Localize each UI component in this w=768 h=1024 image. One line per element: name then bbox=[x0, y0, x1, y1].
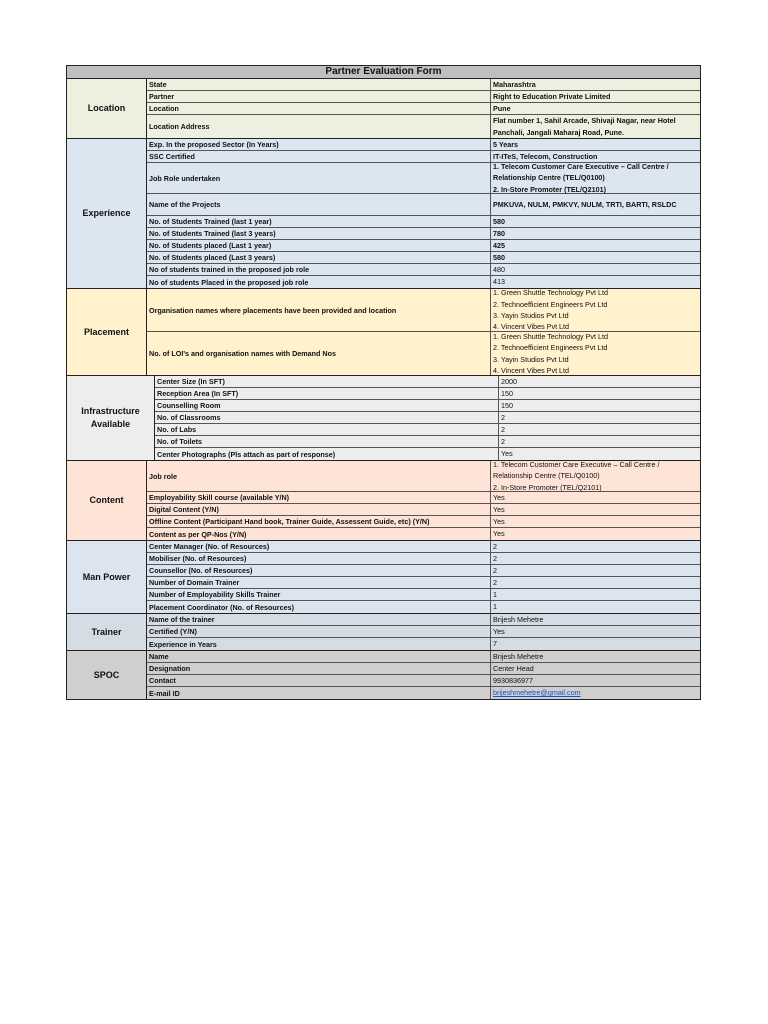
value-line: 580 bbox=[493, 216, 505, 226]
field-value bbox=[491, 638, 700, 650]
field-value bbox=[491, 332, 700, 375]
field-label: Name of the trainer bbox=[147, 614, 491, 625]
value-line: 9930836977 bbox=[493, 675, 533, 685]
value-line: 2000 bbox=[501, 376, 517, 386]
field-value bbox=[491, 115, 700, 138]
form-row bbox=[147, 240, 700, 252]
field-label: Mobiliser (No. of Resources) bbox=[147, 553, 491, 564]
field-label: No. of Labs bbox=[155, 424, 499, 435]
form-row bbox=[147, 504, 700, 516]
section-experience bbox=[67, 139, 700, 289]
value-line: 2 bbox=[493, 553, 497, 563]
field-value bbox=[491, 541, 700, 552]
field-value bbox=[491, 163, 700, 193]
field-label: Organisation names where placements have been provided and location bbox=[147, 289, 491, 331]
value-line: Relationship Centre (TEL/Q0100) bbox=[493, 173, 605, 183]
section-heading: SPOC bbox=[67, 651, 147, 699]
form-row bbox=[147, 115, 700, 138]
field-value bbox=[499, 412, 700, 423]
value-line: 2 bbox=[501, 412, 505, 422]
field-label: Name of the Projects bbox=[147, 194, 491, 215]
value-line: Flat number 1, Sahil Arcade, Shivaji Nagar, near Hotel bbox=[493, 116, 676, 126]
value-line: IT-ITeS, Telecom, Construction bbox=[493, 151, 598, 161]
field-value bbox=[491, 626, 700, 637]
field-value bbox=[491, 91, 700, 102]
form-row bbox=[147, 614, 700, 626]
field-value bbox=[491, 289, 700, 331]
field-value bbox=[491, 194, 700, 215]
field-value bbox=[491, 504, 700, 515]
section-heading: Experience bbox=[67, 139, 147, 288]
field-value bbox=[491, 228, 700, 239]
section-trainer bbox=[67, 614, 700, 651]
form-row bbox=[147, 332, 700, 375]
form-row bbox=[155, 400, 700, 412]
value-line: 2. In-Store Promoter (TEL/Q2101) bbox=[493, 184, 607, 194]
value-line: 2. Technoefficient Engineers Pvt Ltd bbox=[493, 343, 608, 353]
field-value bbox=[491, 565, 700, 576]
form-row bbox=[147, 492, 700, 504]
field-label: No. of Students Trained (last 3 years) bbox=[147, 228, 491, 239]
field-value bbox=[491, 663, 700, 674]
field-value bbox=[499, 388, 700, 399]
field-value bbox=[499, 400, 700, 411]
value-line: 3. Yayin Studios Pvt Ltd bbox=[493, 311, 569, 320]
form-row bbox=[147, 91, 700, 103]
form-row bbox=[147, 651, 700, 663]
form-row bbox=[147, 687, 700, 699]
section-heading: Placement bbox=[67, 289, 147, 375]
field-label: Location bbox=[147, 103, 491, 114]
value-line: Yes bbox=[493, 626, 505, 636]
value-line: 1. Telecom Customer Care Executive – Call Centre / bbox=[493, 162, 669, 172]
field-value bbox=[491, 461, 700, 491]
section-heading: Man Power bbox=[67, 541, 147, 613]
section-heading: Content bbox=[67, 461, 147, 540]
form-row bbox=[155, 436, 700, 448]
field-value bbox=[499, 436, 700, 447]
form-title: Partner Evaluation Form bbox=[67, 66, 700, 79]
field-value bbox=[491, 264, 700, 275]
field-label: Offline Content (Participant Hand book, Trainer Guide, Assessent Guide, etc) (Y/N) bbox=[147, 516, 491, 527]
field-value bbox=[491, 577, 700, 588]
value-line: 2 bbox=[493, 565, 497, 575]
value-line: 2 bbox=[493, 577, 497, 587]
field-label: No. of Toilets bbox=[155, 436, 499, 447]
form-row bbox=[147, 461, 700, 492]
value-line: 780 bbox=[493, 228, 505, 238]
value-line: 2 bbox=[493, 541, 497, 551]
field-value bbox=[491, 276, 700, 288]
field-label: Number of Domain Trainer bbox=[147, 577, 491, 588]
field-label: Center Photographs (Pls attach as part of response) bbox=[155, 448, 499, 460]
form-row bbox=[147, 663, 700, 675]
form-row bbox=[147, 541, 700, 553]
field-value bbox=[491, 252, 700, 263]
field-value bbox=[491, 687, 700, 699]
form-row bbox=[155, 388, 700, 400]
field-label: SSC Certified bbox=[147, 151, 491, 162]
value-line: 5 Years bbox=[493, 139, 519, 149]
form-row bbox=[147, 264, 700, 276]
form-row bbox=[147, 289, 700, 332]
field-value bbox=[491, 589, 700, 600]
field-value bbox=[491, 516, 700, 527]
field-value bbox=[491, 240, 700, 251]
value-line: 150 bbox=[501, 400, 513, 410]
field-label: Digital Content (Y/N) bbox=[147, 504, 491, 515]
form-row bbox=[147, 638, 700, 650]
field-value bbox=[491, 492, 700, 503]
form-row bbox=[147, 577, 700, 589]
field-value bbox=[491, 553, 700, 564]
field-value bbox=[491, 103, 700, 114]
field-label: Experience in Years bbox=[147, 638, 491, 650]
value-line: 2 bbox=[501, 436, 505, 446]
section-heading: Location bbox=[67, 79, 147, 138]
field-value bbox=[491, 216, 700, 227]
field-label: Job Role undertaken bbox=[147, 163, 491, 193]
field-label: Counsellor (No. of Resources) bbox=[147, 565, 491, 576]
value-line: 1 bbox=[493, 589, 497, 599]
form-row bbox=[147, 276, 700, 288]
field-label: Location Address bbox=[147, 115, 491, 138]
value-line: 413 bbox=[493, 277, 505, 287]
value-line: Relationship Centre (TEL/Q0100) bbox=[493, 471, 600, 481]
value-line: 2 bbox=[501, 424, 505, 434]
value-line: PMKUVA, NULM, PMKVY, NULM, TRTI, BARTI, RSLDC bbox=[493, 199, 677, 209]
field-label: Employability Skill course (available Y/N) bbox=[147, 492, 491, 503]
field-value bbox=[491, 601, 700, 613]
field-value bbox=[491, 528, 700, 540]
section-placement bbox=[67, 289, 700, 376]
section-heading: Trainer bbox=[67, 614, 147, 650]
value-line: Maharashtra bbox=[493, 79, 536, 89]
field-label: Content as per QP-Nos (Y/N) bbox=[147, 528, 491, 540]
value-line: 480 bbox=[493, 264, 505, 274]
field-value bbox=[491, 79, 700, 90]
field-label: No of students trained in the proposed job role bbox=[147, 264, 491, 275]
value-line: 4. Vincent Vibes Pvt Ltd bbox=[493, 365, 570, 375]
field-label: Job role bbox=[147, 461, 491, 491]
field-label: Designation bbox=[147, 663, 491, 674]
form-row bbox=[147, 589, 700, 601]
form-row bbox=[147, 163, 700, 194]
value-line: 2. In-Store Promoter (TEL/Q2101) bbox=[493, 482, 602, 492]
value-line: Yes bbox=[493, 504, 505, 514]
field-label: No. of Students Trained (last 1 year) bbox=[147, 216, 491, 227]
section-location bbox=[67, 79, 700, 139]
value-line: 580 bbox=[493, 252, 505, 262]
field-label: No. of Students placed (Last 3 years) bbox=[147, 252, 491, 263]
field-label: State bbox=[147, 79, 491, 90]
field-label: Reception Area (In SFT) bbox=[155, 388, 499, 399]
value-line: Pune bbox=[493, 103, 511, 113]
section-content bbox=[67, 461, 700, 541]
field-label: Name bbox=[147, 651, 491, 662]
form-row bbox=[147, 194, 700, 216]
value-line: Brijesh Mehetre bbox=[493, 651, 544, 661]
section-manpower bbox=[67, 541, 700, 614]
email-link[interactable]: brijeshmehetre@gmail.com bbox=[493, 688, 581, 698]
form-row bbox=[147, 528, 700, 540]
value-line: 2. Technoefficient Engineers Pvt Ltd bbox=[493, 299, 608, 309]
field-label: No. of Students placed (Last 1 year) bbox=[147, 240, 491, 251]
field-label: No. of Classrooms bbox=[155, 412, 499, 423]
value-line: Yes bbox=[493, 529, 505, 539]
value-line: Right to Education Private Limited bbox=[493, 91, 611, 101]
section-heading: Infrastructure Available bbox=[67, 376, 155, 460]
field-label: No. of LOI's and organisation names with Demand Nos bbox=[147, 332, 491, 375]
form-row bbox=[155, 376, 700, 388]
value-line: 7 bbox=[493, 639, 497, 649]
form-row bbox=[147, 565, 700, 577]
form-sections bbox=[67, 79, 700, 699]
form-row bbox=[147, 675, 700, 687]
value-line: 1. Green Shuttle Technology Pvt Ltd bbox=[493, 288, 608, 298]
field-label: Certified (Y/N) bbox=[147, 626, 491, 637]
field-value bbox=[491, 651, 700, 662]
value-line: 425 bbox=[493, 240, 505, 250]
value-line: Panchali, Jangali Maharaj Road, Pune. bbox=[493, 127, 625, 137]
value-line: Yes bbox=[493, 492, 505, 502]
form-row bbox=[147, 103, 700, 115]
value-line: 1. Green Shuttle Technology Pvt Ltd bbox=[493, 331, 608, 341]
section-infrastructure bbox=[67, 376, 700, 461]
form-row bbox=[147, 601, 700, 613]
field-value bbox=[499, 376, 700, 387]
field-value bbox=[499, 424, 700, 435]
form-row bbox=[147, 228, 700, 240]
field-label: Placement Coordinator (No. of Resources) bbox=[147, 601, 491, 613]
value-line: Yes bbox=[493, 516, 505, 526]
field-label: Contact bbox=[147, 675, 491, 686]
value-line: Brijesh Mehetre bbox=[493, 614, 544, 624]
field-label: E-mail ID bbox=[147, 687, 491, 699]
partner-evaluation-form bbox=[66, 65, 701, 700]
field-label: Counselling Room bbox=[155, 400, 499, 411]
value-line: 3. Yayin Studios Pvt Ltd bbox=[493, 354, 569, 364]
value-line: 150 bbox=[501, 388, 513, 398]
field-label: Exp. In the proposed Sector (In Years) bbox=[147, 139, 491, 150]
value-line: Yes bbox=[501, 449, 513, 459]
form-row bbox=[155, 424, 700, 436]
field-label: Center Size (In SFT) bbox=[155, 376, 499, 387]
field-label: No of students Placed in the proposed job role bbox=[147, 276, 491, 288]
form-row bbox=[147, 79, 700, 91]
form-row bbox=[147, 216, 700, 228]
form-row bbox=[147, 252, 700, 264]
value-line: 1 bbox=[493, 602, 497, 612]
form-row bbox=[147, 516, 700, 528]
value-line: 1. Telecom Customer Care Executive – Call Centre / bbox=[493, 460, 660, 470]
field-value bbox=[491, 614, 700, 625]
value-line: Center Head bbox=[493, 663, 534, 673]
value-line: 4. Vincent Vibes Pvt Ltd bbox=[493, 322, 570, 332]
field-value bbox=[491, 139, 700, 150]
form-row bbox=[147, 626, 700, 638]
field-label: Number of Employability Skills Trainer bbox=[147, 589, 491, 600]
form-row bbox=[147, 553, 700, 565]
section-spoc bbox=[67, 651, 700, 699]
form-row bbox=[147, 139, 700, 151]
field-value bbox=[491, 675, 700, 686]
field-label: Center Manager (No. of Resources) bbox=[147, 541, 491, 552]
form-row bbox=[155, 412, 700, 424]
field-label: Partner bbox=[147, 91, 491, 102]
